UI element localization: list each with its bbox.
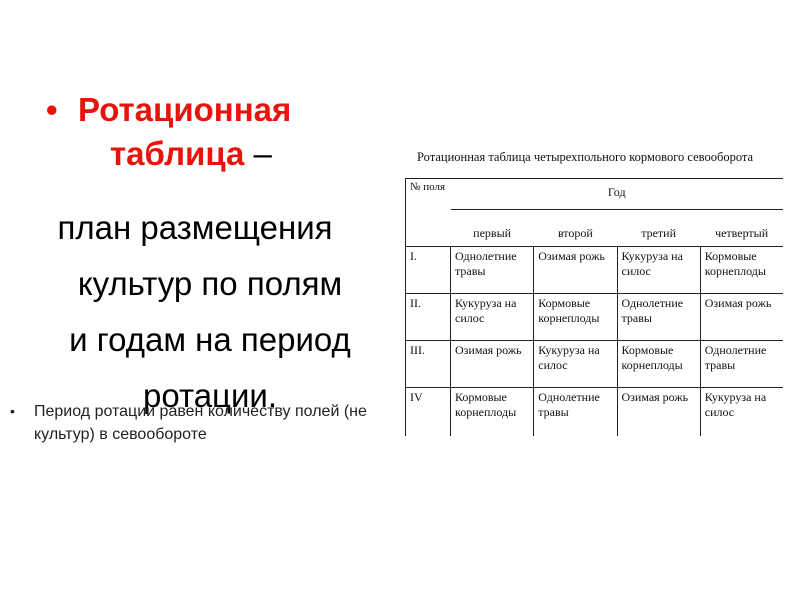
heading-line-1: Ротационная xyxy=(78,91,292,128)
field-number: III. xyxy=(406,341,451,388)
sub-bullet-icon: • xyxy=(10,403,15,419)
table-cell: Кукуруза на силос xyxy=(700,388,783,437)
definition-line: культур по полям xyxy=(77,265,343,302)
table-header-row xyxy=(406,179,784,210)
table-cell: Кукуруза на силос xyxy=(617,247,700,294)
field-number-header: № поля xyxy=(406,179,451,247)
table-cell: Однолетние травы xyxy=(451,247,534,294)
table-cell: Кукуруза на силос xyxy=(534,341,617,388)
rotation-table xyxy=(405,178,783,436)
bullet-icon: • xyxy=(46,91,58,128)
year-column-header: третий xyxy=(617,210,700,247)
table-cell: Озимая рожь xyxy=(534,247,617,294)
table-cell: Кормовые корнеплоды xyxy=(451,388,534,437)
table-cell: Однолетние травы xyxy=(617,294,700,341)
table-cell: Кормовые корнеплоды xyxy=(534,294,617,341)
year-subheader-row xyxy=(406,210,784,247)
table-cell: Кормовые корнеплоды xyxy=(617,341,700,388)
field-number: IV xyxy=(406,388,451,437)
definition-line: ротации. xyxy=(142,377,277,414)
table-cell: Озимая рожь xyxy=(451,341,534,388)
year-header: Год xyxy=(451,179,784,210)
field-number: I. xyxy=(406,247,451,294)
heading-line-2 xyxy=(110,132,272,176)
field-number: II. xyxy=(406,294,451,341)
sub-bullet-text: Период ротации равен количеству полей (не культур) в севообороте xyxy=(34,403,367,443)
rotation-table-figure xyxy=(403,146,785,472)
table-cell: Однолетние травы xyxy=(534,388,617,437)
table-cell: Озимая рожь xyxy=(700,294,783,341)
table-row xyxy=(406,247,784,294)
table-cell: Однолетние травы xyxy=(700,341,783,388)
table-row xyxy=(406,341,784,388)
table-title: Ротационная таблица четырехпольного кормового севооборота xyxy=(417,150,754,164)
definition-line: план размещения xyxy=(57,209,333,246)
definition-text xyxy=(0,200,400,424)
heading-dash: – xyxy=(244,135,272,172)
table-row xyxy=(406,294,784,341)
table-cell: Кормовые корнеплоды xyxy=(700,247,783,294)
year-column-header: четвертый xyxy=(700,210,783,247)
table-cell: Кукуруза на силос xyxy=(451,294,534,341)
year-column-header: второй xyxy=(534,210,617,247)
definition-line: и годам на период xyxy=(69,321,351,358)
table-row xyxy=(406,388,784,437)
table-cell: Озимая рожь xyxy=(617,388,700,437)
heading-term: таблица xyxy=(110,135,245,172)
year-column-header: первый xyxy=(451,210,534,247)
